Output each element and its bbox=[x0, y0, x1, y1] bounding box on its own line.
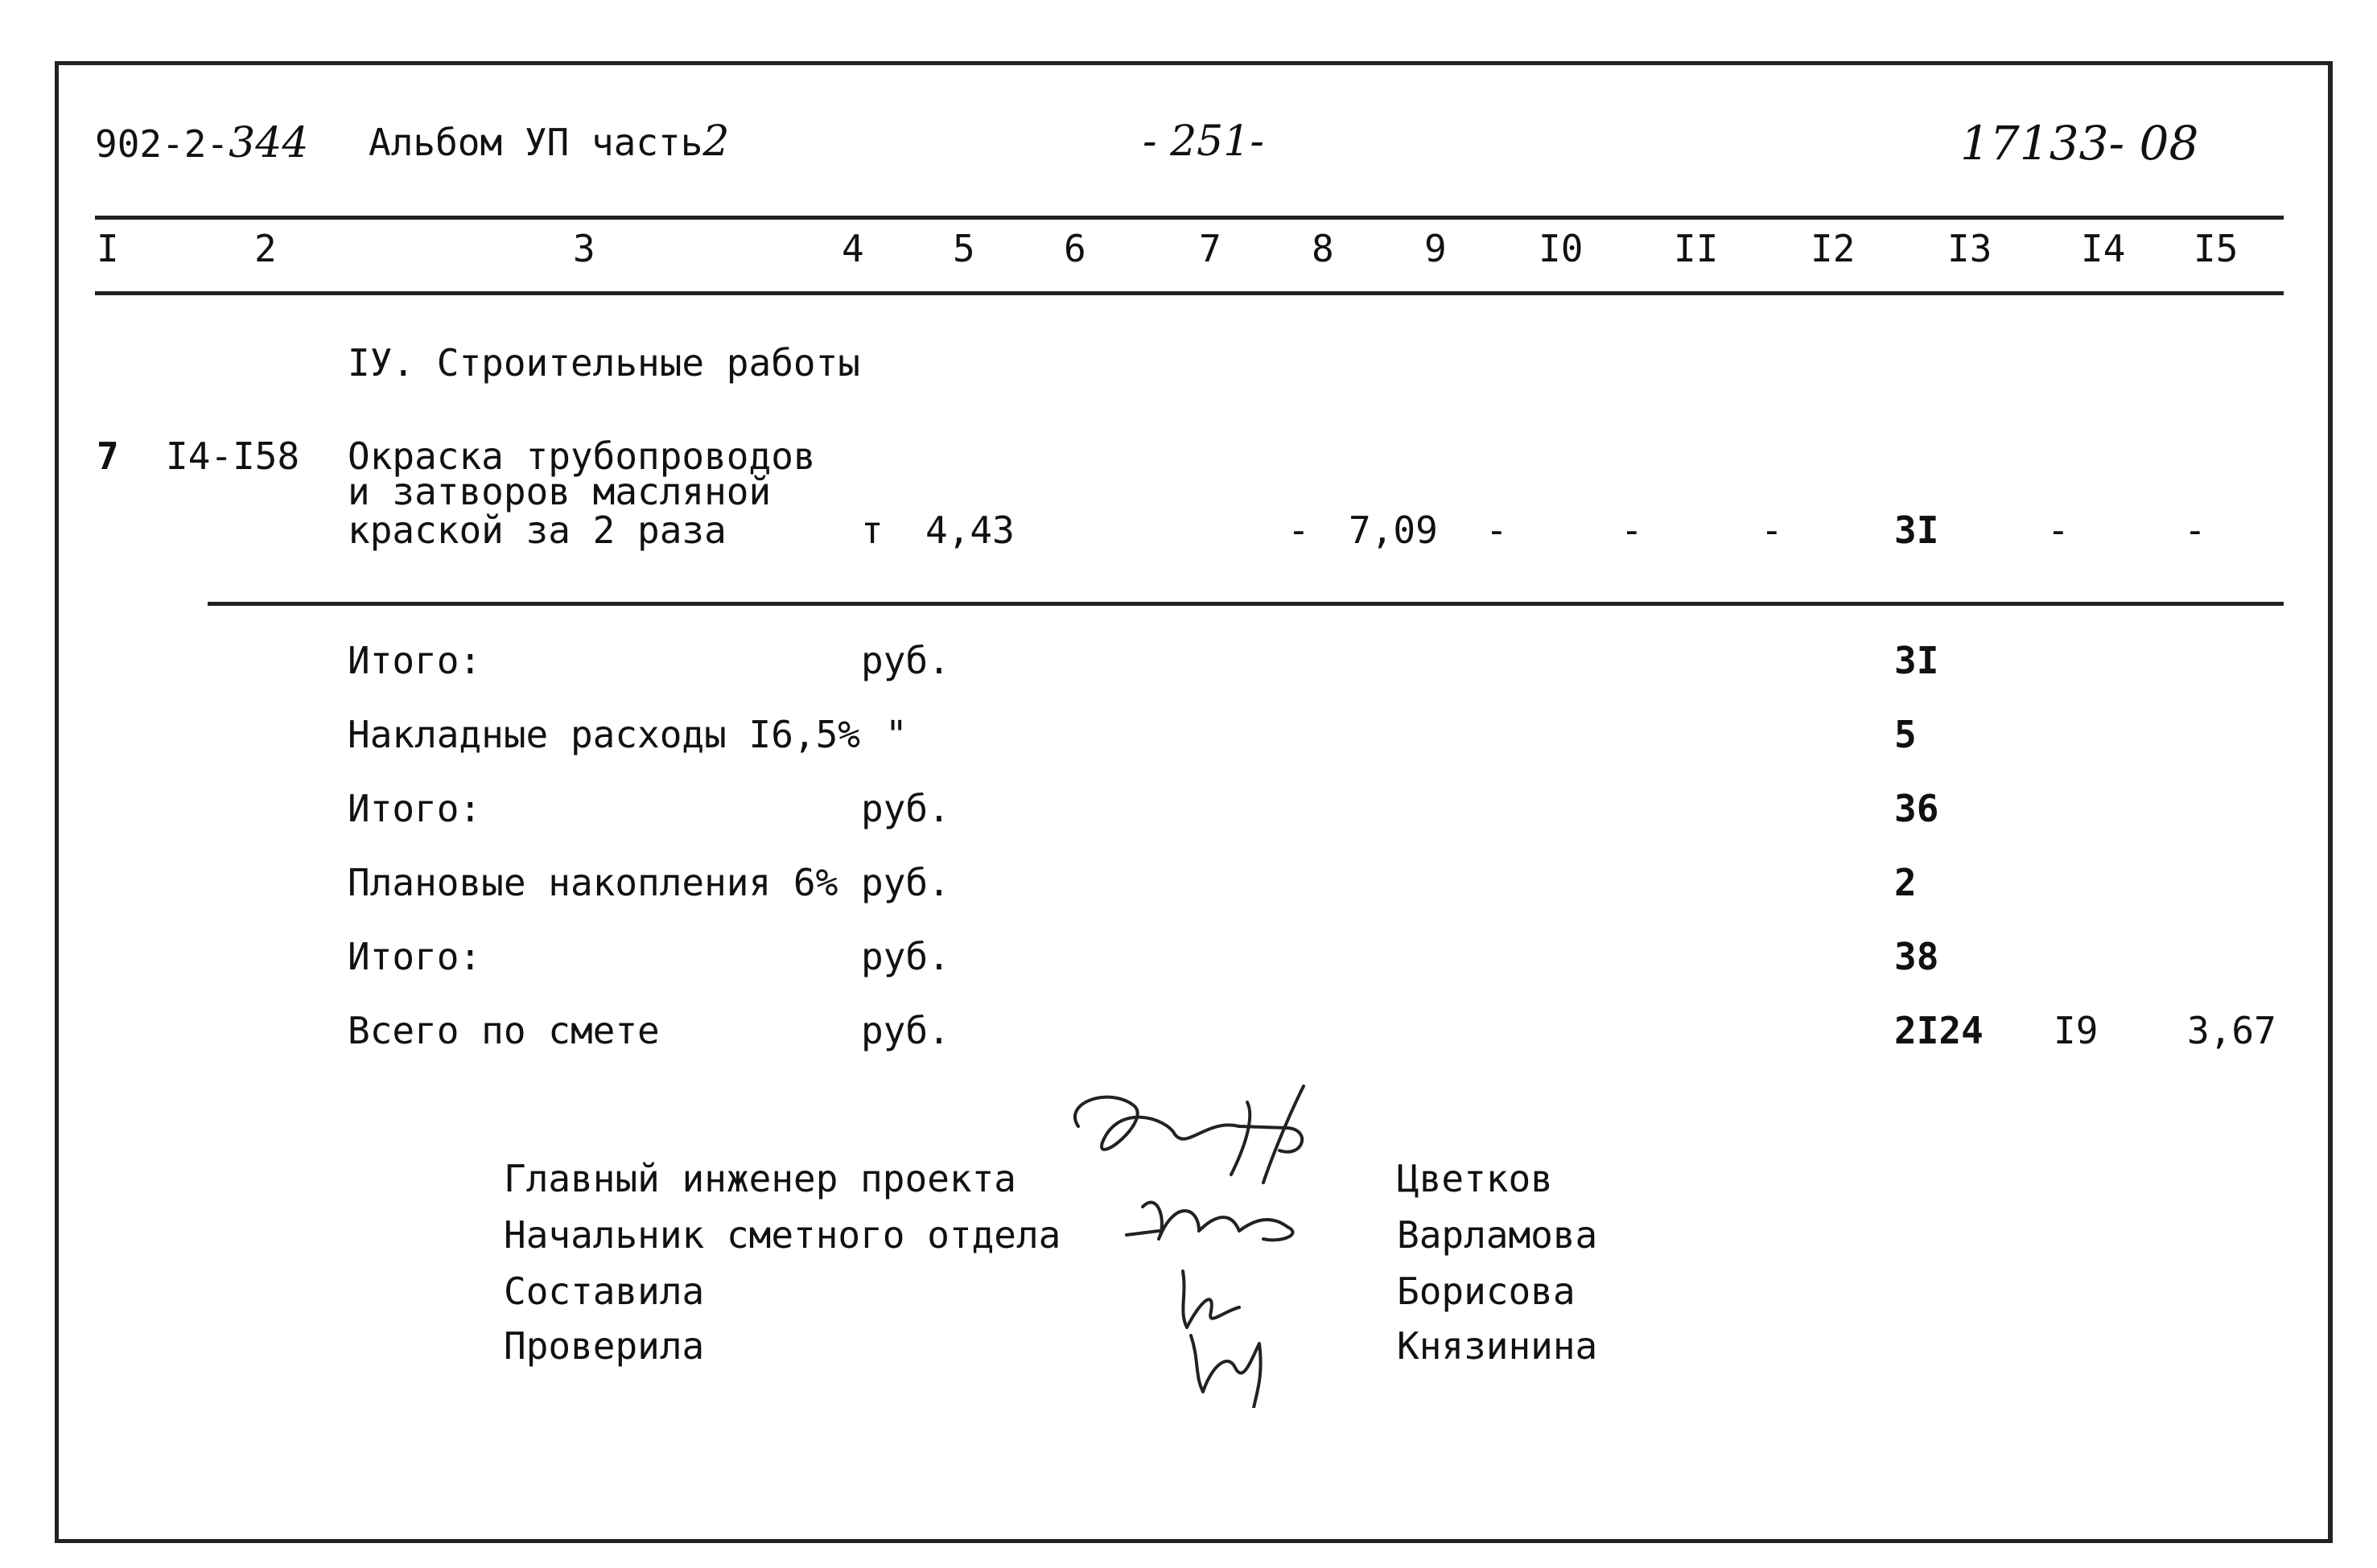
col-3: 3 bbox=[573, 227, 595, 270]
overhead-label: Накладные расходы I6,5% bbox=[348, 713, 860, 756]
subtotal-value: 36 bbox=[1894, 787, 1939, 830]
col-9: 9 bbox=[1424, 227, 1447, 270]
col-1: I bbox=[97, 227, 119, 270]
col-2: 2 bbox=[254, 227, 277, 270]
page-number: - 251- bbox=[1143, 117, 1264, 166]
item-col14: - bbox=[2047, 508, 2070, 552]
total-unit: руб. bbox=[861, 639, 950, 682]
item-col11: - bbox=[1761, 508, 1783, 552]
signature-role-4: Проверила bbox=[504, 1324, 705, 1368]
item-col7: - bbox=[1287, 508, 1310, 552]
subtotal-label: Итого: bbox=[348, 787, 482, 830]
planned-unit: руб. bbox=[861, 861, 950, 904]
album-label bbox=[369, 117, 730, 166]
signature-1-stroke bbox=[1075, 1086, 1304, 1183]
document-code bbox=[95, 119, 308, 167]
item-col13: 3I bbox=[1894, 508, 1939, 552]
subtotal-unit: руб. bbox=[861, 787, 950, 830]
item-col15: - bbox=[2184, 508, 2206, 552]
signature-4-stroke bbox=[1191, 1335, 1261, 1408]
col-14: I4 bbox=[2081, 227, 2126, 270]
subtotal2-value: 38 bbox=[1894, 935, 1939, 978]
total-label: Итого: bbox=[348, 639, 482, 682]
col-8: 8 bbox=[1312, 227, 1334, 270]
planned-label: Плановые накопления 6% bbox=[348, 861, 838, 904]
subtotal2-unit: руб. bbox=[861, 935, 950, 978]
col-4: 4 bbox=[842, 227, 864, 270]
col-13: I3 bbox=[1947, 227, 1992, 270]
signature-role-1: Главный инженер проекта bbox=[504, 1157, 1016, 1200]
total-value: 3I bbox=[1894, 639, 1939, 682]
signature-role-3: Составила bbox=[504, 1270, 705, 1313]
item-unit: т bbox=[861, 508, 884, 552]
grand-total-col15: 3,67 bbox=[2187, 1009, 2276, 1052]
document-code-prefix: 902-2- bbox=[95, 122, 229, 166]
item-number: 7 bbox=[97, 434, 119, 478]
col-15: I5 bbox=[2194, 227, 2239, 270]
grand-total-unit: руб. bbox=[861, 1009, 950, 1052]
col-12: I2 bbox=[1811, 227, 1856, 270]
overhead-value: 5 bbox=[1894, 713, 1917, 756]
grand-total-label: Всего по смете bbox=[348, 1009, 660, 1052]
section-title: IУ. Строительные работы bbox=[348, 341, 860, 385]
col-7: 7 bbox=[1199, 227, 1221, 270]
item-desc-line-3: краской за 2 раза bbox=[348, 508, 727, 552]
col-10: I0 bbox=[1539, 227, 1584, 270]
signature-3-stroke bbox=[1183, 1271, 1239, 1327]
col-6: 6 bbox=[1064, 227, 1086, 270]
planned-value: 2 bbox=[1894, 861, 1917, 904]
totals-rule bbox=[208, 602, 2284, 606]
item-qty: 4,43 bbox=[925, 508, 1015, 552]
col-5: 5 bbox=[953, 227, 975, 270]
grand-total-value: 2I24 bbox=[1894, 1009, 1984, 1052]
signature-name-4: Князинина bbox=[1397, 1324, 1598, 1368]
item-code: I4-I58 bbox=[166, 434, 300, 478]
item-col8: 7,09 bbox=[1349, 508, 1438, 552]
item-col9: - bbox=[1485, 508, 1508, 552]
signature-name-1: Цветков bbox=[1397, 1157, 1553, 1200]
signature-name-3: Борисова bbox=[1397, 1270, 1576, 1313]
signature-name-2: Варламова bbox=[1397, 1213, 1598, 1257]
signature-role-2: Начальник сметного отдела bbox=[504, 1213, 1061, 1257]
grand-total-col14: I9 bbox=[2054, 1009, 2099, 1052]
col-11: II bbox=[1674, 227, 1719, 270]
item-desc-line-2: и затворов масляной bbox=[348, 470, 772, 513]
album-text: Альбом УП часть bbox=[369, 121, 703, 164]
signature-2-stroke bbox=[1127, 1203, 1293, 1241]
album-part: 2 bbox=[702, 117, 730, 166]
header-rule-bottom bbox=[95, 291, 2284, 295]
overhead-unit: " bbox=[885, 713, 908, 756]
document-code-hand: 344 bbox=[229, 119, 309, 167]
subtotal2-label: Итого: bbox=[348, 935, 482, 978]
item-desc-line-1: Окраска трубопроводов bbox=[348, 434, 816, 478]
handwritten-signatures bbox=[1046, 1070, 1416, 1408]
header-rule-top bbox=[95, 216, 2284, 220]
sheet-number: 17133- 08 bbox=[1960, 116, 2199, 171]
item-col10: - bbox=[1621, 508, 1643, 552]
